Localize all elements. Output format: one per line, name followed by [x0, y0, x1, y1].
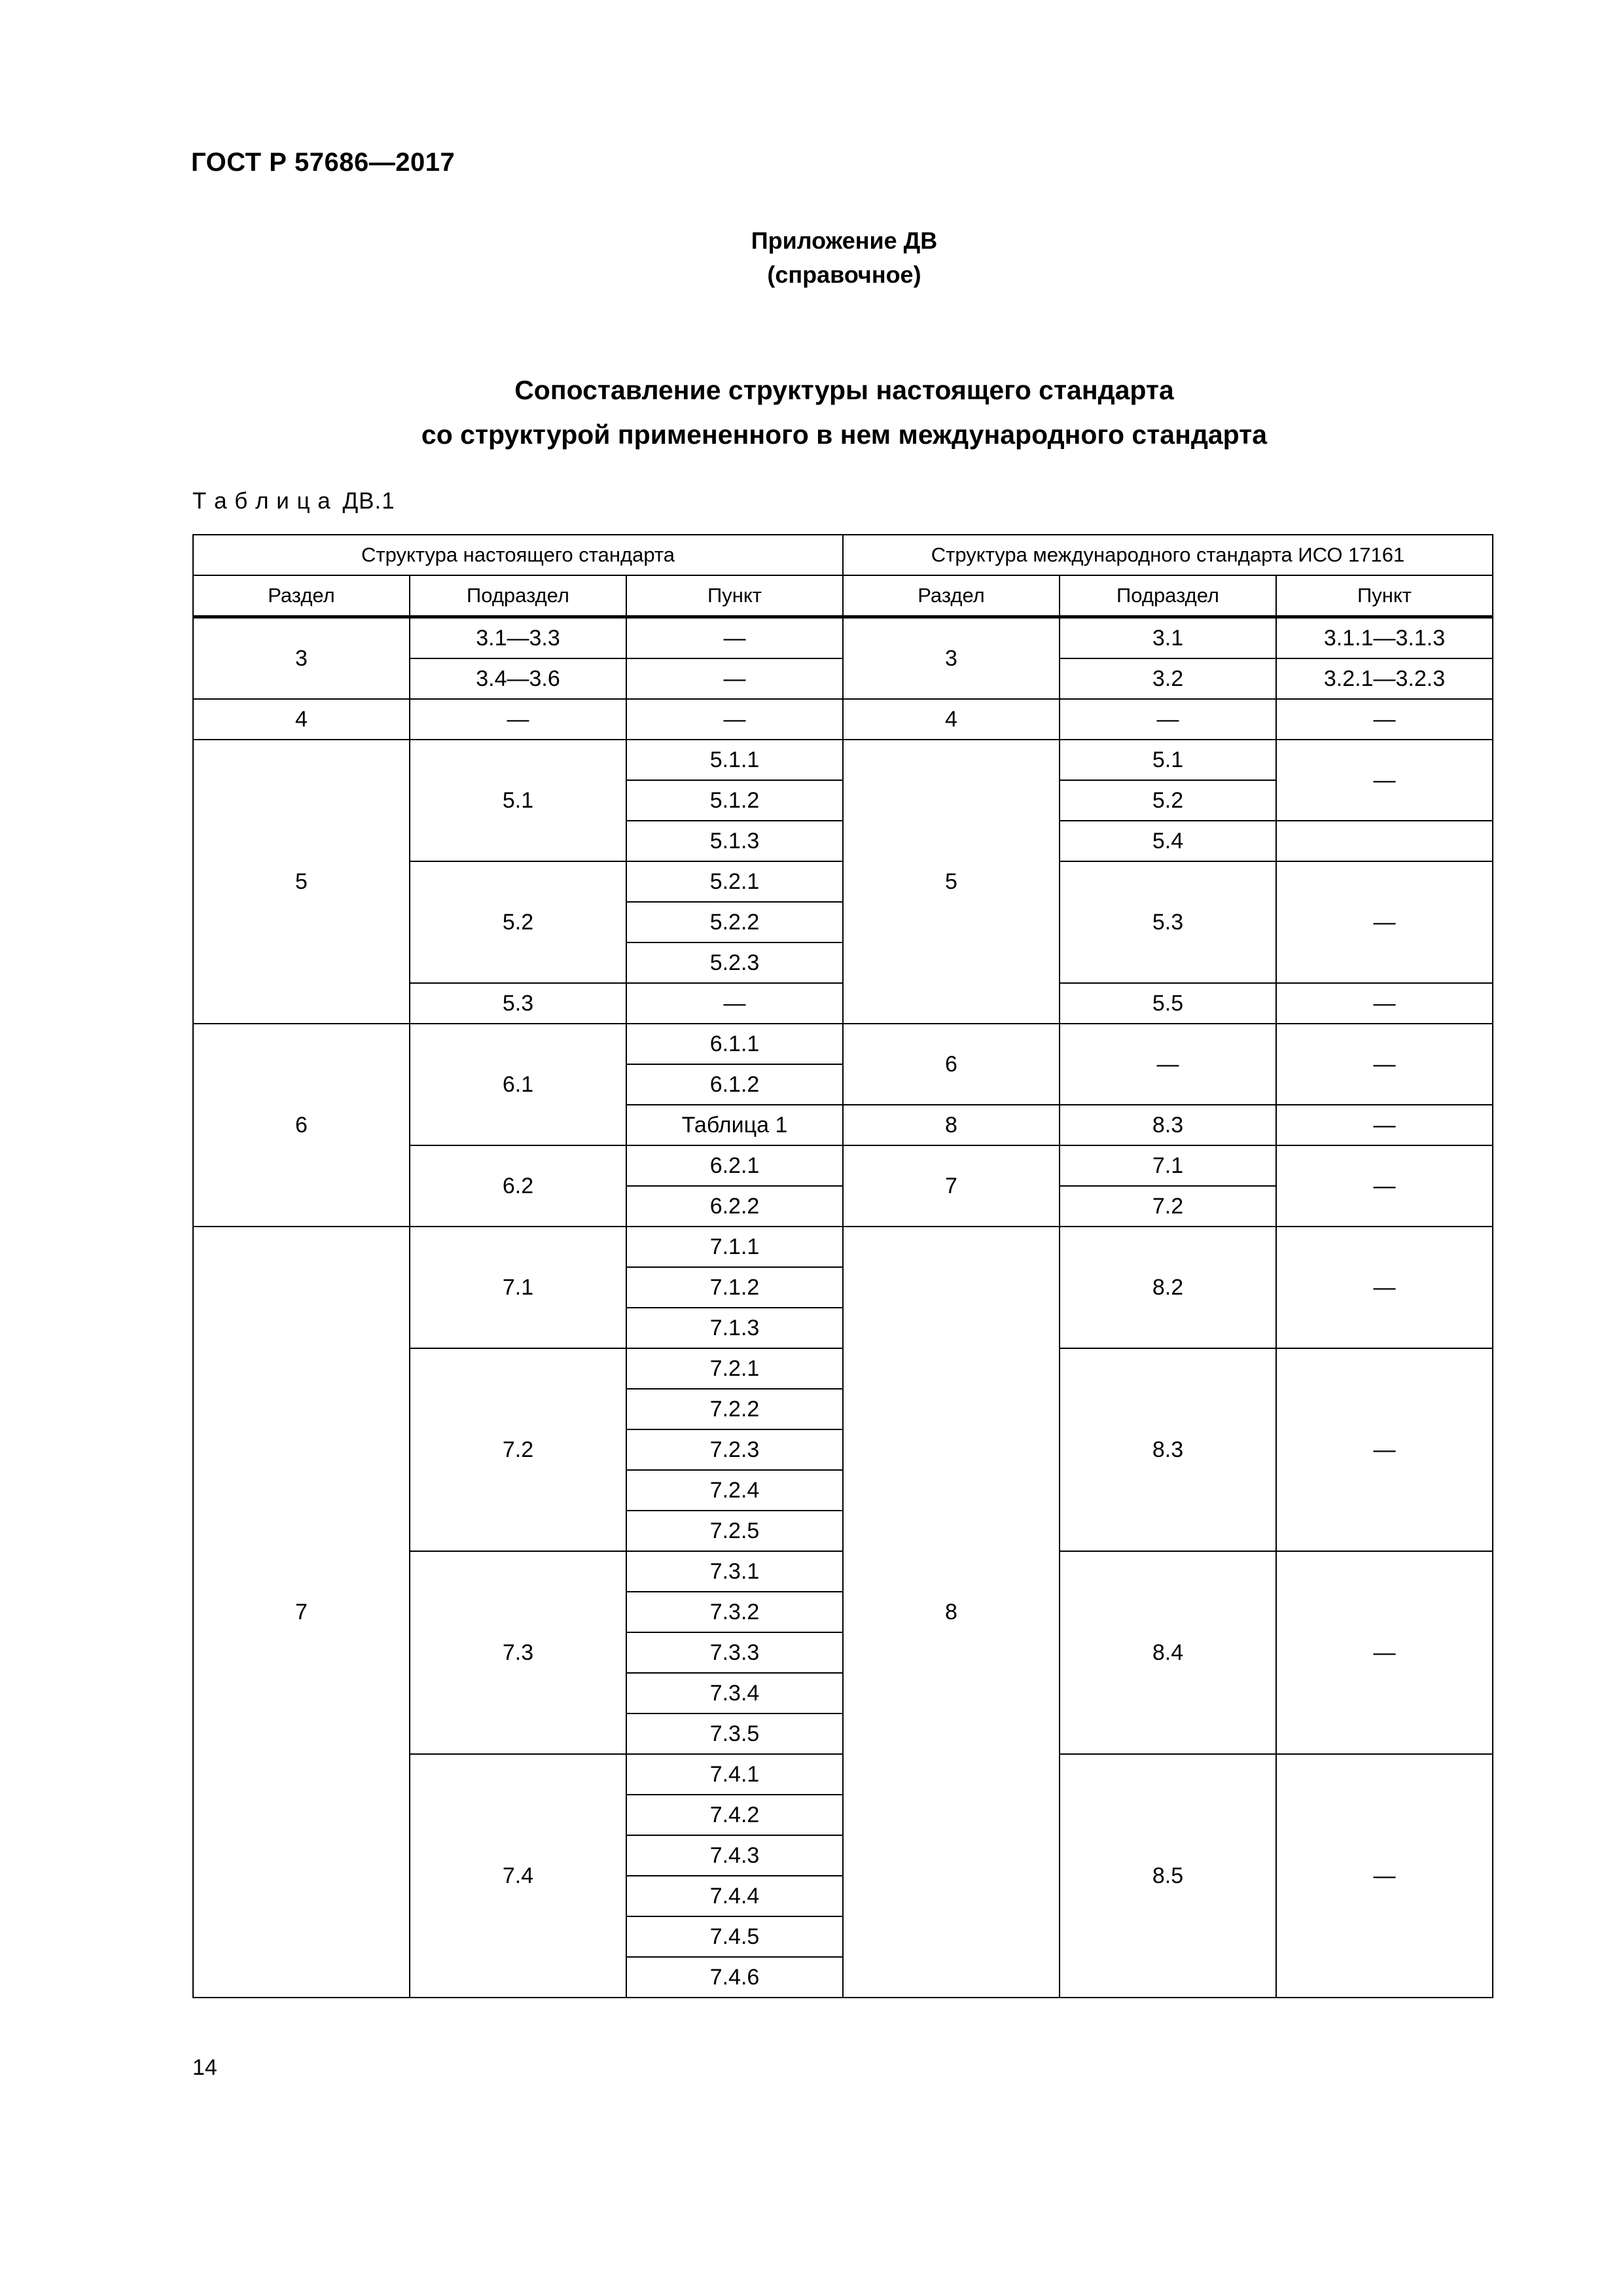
- table-cell: 8.3: [1060, 1348, 1276, 1551]
- group-header-national: Структура настоящего стандарта: [193, 535, 843, 575]
- table-cell: 6: [193, 1024, 410, 1227]
- table-cell: 7.3.3: [626, 1632, 843, 1673]
- table-cell: 7.4.4: [626, 1876, 843, 1916]
- table-cell: 5.1.1: [626, 740, 843, 780]
- appendix-subtitle: (справочное): [767, 261, 921, 288]
- table-cell: 7.1.2: [626, 1267, 843, 1308]
- table-cell: —: [1276, 1551, 1493, 1754]
- table-cell: 7.1.3: [626, 1308, 843, 1348]
- table-cell: 6.2.1: [626, 1145, 843, 1186]
- table-cell: 7: [193, 1227, 410, 1998]
- table-cell: Таблица 1: [626, 1105, 843, 1145]
- table-cell: 7.3.5: [626, 1713, 843, 1754]
- table-cell: 8: [843, 1105, 1060, 1145]
- table-cell: 5.1.2: [626, 780, 843, 821]
- table-cell: —: [1276, 1105, 1493, 1145]
- table-cell: 5.2.3: [626, 942, 843, 983]
- table-cell: 7.2: [1060, 1186, 1276, 1227]
- table-cell: 3.2.1—3.2.3: [1276, 658, 1493, 699]
- table-label-word: Т а б л и ц а: [192, 488, 331, 514]
- table-cell: 5.4: [1060, 821, 1276, 861]
- table-row: [193, 1024, 1493, 1064]
- page-number: 14: [192, 2055, 217, 2080]
- table-cell: —: [410, 699, 626, 740]
- comparison-table: [192, 534, 1493, 1998]
- table-cell: 5: [193, 740, 410, 1024]
- table-cell: 7.2.1: [626, 1348, 843, 1389]
- appendix-heading: [0, 224, 1623, 292]
- table-cell: 6.1.2: [626, 1064, 843, 1105]
- table-cell: 5: [843, 740, 1060, 1024]
- appendix-title: Приложение ДВ: [751, 227, 938, 254]
- table-row: [193, 617, 1493, 659]
- table-cell: 7.3.2: [626, 1592, 843, 1632]
- table-cell: 3.2: [1060, 658, 1276, 699]
- document-code: ГОСТ Р 57686—2017: [191, 148, 455, 177]
- table-cell: 7.4.6: [626, 1957, 843, 1998]
- table-cell: —: [626, 617, 843, 659]
- table-cell: 6.1: [410, 1024, 626, 1145]
- table-cell: 7.4.2: [626, 1795, 843, 1835]
- table-cell: 7.4.3: [626, 1835, 843, 1876]
- table-cell: —: [1276, 983, 1493, 1024]
- table-group-header-row: [193, 535, 1493, 575]
- table-cell: 3.1: [1060, 617, 1276, 659]
- section-title-line-2: со структурой примененного в нем международного стандарта: [421, 420, 1268, 450]
- comparison-table-wrapper: [192, 534, 1492, 1998]
- table-cell: 7.2.4: [626, 1470, 843, 1511]
- table-body: [193, 617, 1493, 1998]
- table-cell: 5.2: [1060, 780, 1276, 821]
- table-cell: 6.1.1: [626, 1024, 843, 1064]
- table-cell: 7.1.1: [626, 1227, 843, 1267]
- table-cell: —: [1276, 740, 1493, 821]
- column-header: Раздел: [193, 575, 410, 617]
- table-cell: —: [1276, 861, 1493, 983]
- table-cell: —: [1276, 699, 1493, 740]
- table-cell: 7.3.1: [626, 1551, 843, 1592]
- table-cell: —: [1276, 1348, 1493, 1551]
- table-cell: 3: [193, 617, 410, 700]
- table-cell: 8.5: [1060, 1754, 1276, 1998]
- table-cell: 4: [843, 699, 1060, 740]
- column-header: Подраздел: [1060, 575, 1276, 617]
- table-cell: 7.2: [410, 1348, 626, 1551]
- table-cell: 6.2.2: [626, 1186, 843, 1227]
- table-cell: 7.4.1: [626, 1754, 843, 1795]
- table-cell: —: [1276, 1754, 1493, 1998]
- table-cell: 5.2.2: [626, 902, 843, 942]
- table-label: [192, 488, 395, 514]
- table-cell: 7.1: [410, 1227, 626, 1348]
- table-cell: 7.1: [1060, 1145, 1276, 1186]
- table-cell: 6: [843, 1024, 1060, 1105]
- table-cell: 7.3: [410, 1551, 626, 1754]
- table-cell: 7.4: [410, 1754, 626, 1998]
- column-header: Раздел: [843, 575, 1060, 617]
- column-header: Подраздел: [410, 575, 626, 617]
- table-cell: —: [626, 983, 843, 1024]
- table-cell: 5.2: [410, 861, 626, 983]
- table-cell: 8.3: [1060, 1105, 1276, 1145]
- table-cell: 7.2.3: [626, 1429, 843, 1470]
- table-cell: 3.4—3.6: [410, 658, 626, 699]
- table-cell: 3.1—3.3: [410, 617, 626, 659]
- table-cell: 8: [843, 1227, 1060, 1998]
- table-number: ДВ.1: [342, 488, 395, 514]
- table-cell: —: [1276, 1145, 1493, 1227]
- table-cell: 8.2: [1060, 1227, 1276, 1348]
- table-cell: 8.4: [1060, 1551, 1276, 1754]
- table-row: [193, 699, 1493, 740]
- table-cell: 6.2: [410, 1145, 626, 1227]
- section-title: [0, 368, 1623, 457]
- table-row: [193, 740, 1493, 780]
- table-cell: 7.2.2: [626, 1389, 843, 1429]
- table-cell: 5.1: [410, 740, 626, 861]
- table-cell: 5.5: [1060, 983, 1276, 1024]
- table-cell: 7: [843, 1145, 1060, 1227]
- table-cell: 7.3.4: [626, 1673, 843, 1713]
- table-row: [193, 1227, 1493, 1267]
- column-header: Пункт: [1276, 575, 1493, 617]
- table-cell: 7.2.5: [626, 1511, 843, 1551]
- table-cell: —: [1060, 699, 1276, 740]
- table-cell: [1276, 821, 1493, 861]
- table-cell: —: [626, 699, 843, 740]
- table-cell: 3.1.1—3.1.3: [1276, 617, 1493, 659]
- table-cell: 3: [843, 617, 1060, 700]
- section-title-line-1: Сопоставление структуры настоящего стандарта: [514, 375, 1174, 405]
- table-column-header-row: [193, 575, 1493, 617]
- table-cell: 7.4.5: [626, 1916, 843, 1957]
- table-cell: —: [626, 658, 843, 699]
- table-cell: 5.1.3: [626, 821, 843, 861]
- group-header-international: Структура международного стандарта ИСО 17161: [843, 535, 1493, 575]
- table-cell: —: [1276, 1227, 1493, 1348]
- table-cell: 5.3: [410, 983, 626, 1024]
- table-cell: —: [1060, 1024, 1276, 1105]
- table-cell: —: [1276, 1024, 1493, 1105]
- column-header: Пункт: [626, 575, 843, 617]
- table-cell: 5.1: [1060, 740, 1276, 780]
- table-cell: 5.2.1: [626, 861, 843, 902]
- table-cell: 4: [193, 699, 410, 740]
- table-cell: 5.3: [1060, 861, 1276, 983]
